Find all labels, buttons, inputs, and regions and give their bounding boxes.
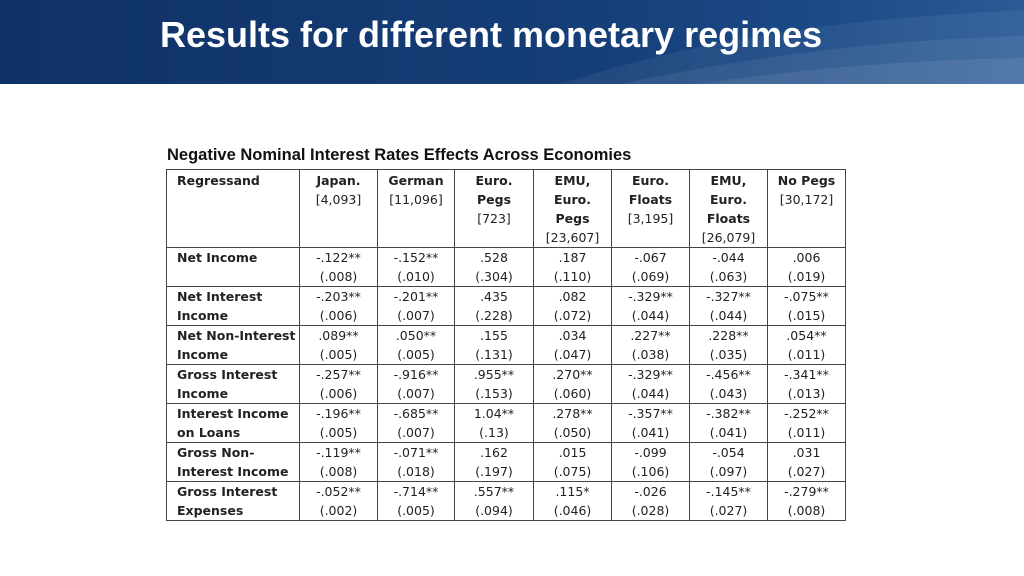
coefficient-value: .435 xyxy=(480,289,508,304)
coefficient-value: -.122** xyxy=(316,250,361,265)
standard-error-value: (.13) xyxy=(479,425,509,440)
coefficient-value: .270** xyxy=(552,367,593,382)
coefficient-value: -.052** xyxy=(316,484,361,499)
standard-error-value: (.047) xyxy=(553,347,592,362)
standard-error-value: (.041) xyxy=(631,425,670,440)
coefficient-value: -.329** xyxy=(628,289,673,304)
column-name-line: EMU, xyxy=(554,173,591,188)
table-row xyxy=(167,482,846,521)
coefficient-value: .228** xyxy=(708,328,749,343)
row-label-line: on Loans xyxy=(177,425,241,440)
standard-error-value: (.011) xyxy=(787,347,826,362)
table-caption: Negative Nominal Interest Rates Effects Across Economies xyxy=(167,146,632,164)
row-label-line: Gross Interest xyxy=(177,367,278,382)
regressand-header: Regressand xyxy=(167,170,300,248)
standard-error-value: (.044) xyxy=(709,308,748,323)
table-cell xyxy=(768,287,846,326)
column-header xyxy=(300,170,378,248)
coefficient-value: .528 xyxy=(480,250,508,265)
table-cell xyxy=(690,326,768,365)
standard-error-value: (.072) xyxy=(553,308,592,323)
coefficient-value: .015 xyxy=(558,445,587,460)
table-cell xyxy=(534,326,612,365)
coefficient-value: -.099 xyxy=(634,445,667,460)
table-cell xyxy=(378,482,455,521)
standard-error-value: (.038) xyxy=(631,347,670,362)
column-header xyxy=(690,170,768,248)
column-header xyxy=(768,170,846,248)
coefficient-value: -.252** xyxy=(784,406,829,421)
table-cell xyxy=(378,248,455,287)
table-cell xyxy=(534,287,612,326)
coefficient-value: -.152** xyxy=(393,250,439,265)
table-cell xyxy=(378,365,455,404)
standard-error-value: (.043) xyxy=(709,386,748,401)
row-label xyxy=(167,443,300,482)
table-cell xyxy=(612,443,690,482)
standard-error-value: (.008) xyxy=(787,503,826,518)
table-row xyxy=(167,326,846,365)
row-label xyxy=(167,326,300,365)
row-label-line: Income xyxy=(177,386,229,401)
coefficient-value: .054** xyxy=(786,328,827,343)
standard-error-value: (.019) xyxy=(787,269,826,284)
column-header xyxy=(534,170,612,248)
standard-error-value: (.106) xyxy=(631,464,670,479)
row-label xyxy=(167,482,300,521)
table-cell xyxy=(690,287,768,326)
coefficient-value: -.382** xyxy=(706,406,751,421)
table-cell xyxy=(612,287,690,326)
coefficient-value: .115* xyxy=(555,484,590,499)
table-header-row xyxy=(167,170,846,248)
column-name-line: Japan. xyxy=(316,173,361,188)
row-label-line: Interest Income xyxy=(177,406,289,421)
standard-error-value: (.035) xyxy=(709,347,748,362)
standard-error-value: (.006) xyxy=(319,386,358,401)
row-label xyxy=(167,248,300,287)
coefficient-value: .155 xyxy=(480,328,508,343)
coefficient-value: 1.04** xyxy=(473,406,515,421)
standard-error-value: (.069) xyxy=(631,269,670,284)
standard-error-value: (.050) xyxy=(553,425,592,440)
standard-error-value: (.228) xyxy=(475,308,513,323)
table-cell xyxy=(768,443,846,482)
table-cell xyxy=(534,248,612,287)
table-cell xyxy=(300,326,378,365)
coefficient-value: -.714** xyxy=(393,484,439,499)
table-cell xyxy=(690,248,768,287)
column-name-line: Floats xyxy=(706,211,751,226)
coefficient-value: -.257** xyxy=(316,367,361,382)
standard-error-value: (.002) xyxy=(319,503,358,518)
coefficient-value: .082 xyxy=(558,289,587,304)
column-name-line: Pegs xyxy=(476,192,512,207)
coefficient-value: -.145** xyxy=(706,484,751,499)
slide-header xyxy=(0,0,1024,84)
standard-error-value: (.005) xyxy=(319,347,358,362)
table-cell xyxy=(768,326,846,365)
table-cell xyxy=(612,482,690,521)
regression-table xyxy=(166,169,846,521)
column-sample-size: [30,172] xyxy=(779,192,834,207)
coefficient-value: -.071** xyxy=(393,445,439,460)
column-header xyxy=(455,170,534,248)
standard-error-value: (.007) xyxy=(397,308,435,323)
column-sample-size: [723] xyxy=(477,211,511,226)
table-cell xyxy=(612,248,690,287)
table-cell xyxy=(534,443,612,482)
table-cell xyxy=(534,404,612,443)
standard-error-value: (.094) xyxy=(475,503,513,518)
row-label xyxy=(167,365,300,404)
table-cell xyxy=(690,443,768,482)
row-label-line: Gross Non- xyxy=(177,445,255,460)
coefficient-value: -.456** xyxy=(706,367,751,382)
standard-error-value: (.010) xyxy=(397,269,435,284)
coefficient-value: -.279** xyxy=(784,484,829,499)
standard-error-value: (.013) xyxy=(787,386,826,401)
standard-error-value: (.046) xyxy=(553,503,592,518)
standard-error-value: (.075) xyxy=(553,464,592,479)
column-sample-size: [11,096] xyxy=(389,192,443,207)
standard-error-value: (.006) xyxy=(319,308,358,323)
table-cell xyxy=(300,365,378,404)
table-body xyxy=(167,248,846,521)
standard-error-value: (.008) xyxy=(319,464,358,479)
column-name-line: Euro. xyxy=(554,192,591,207)
table-cell xyxy=(300,404,378,443)
table-cell xyxy=(378,404,455,443)
table-cell xyxy=(455,248,534,287)
standard-error-value: (.304) xyxy=(475,269,513,284)
row-label-line: Net Income xyxy=(177,250,258,265)
column-name-line: EMU, xyxy=(710,173,747,188)
slide-title: Results for different monetary regimes xyxy=(160,14,823,55)
coefficient-value: -.685** xyxy=(393,406,439,421)
row-label-line: Gross Interest xyxy=(177,484,278,499)
coefficient-value: -.357** xyxy=(628,406,673,421)
column-name-line: Pegs xyxy=(555,211,590,226)
standard-error-value: (.007) xyxy=(397,386,435,401)
column-name-line: No Pegs xyxy=(777,173,836,188)
table-cell xyxy=(612,404,690,443)
standard-error-value: (.044) xyxy=(631,308,670,323)
coefficient-value: -.201** xyxy=(393,289,439,304)
table-cell xyxy=(690,365,768,404)
row-label-line: Income xyxy=(177,347,229,362)
table-cell xyxy=(455,326,534,365)
standard-error-value: (.028) xyxy=(631,503,670,518)
table-cell xyxy=(768,365,846,404)
coefficient-value: -.916** xyxy=(393,367,439,382)
coefficient-value: -.044 xyxy=(712,250,745,265)
coefficient-value: -.329** xyxy=(628,367,673,382)
table-cell xyxy=(690,482,768,521)
standard-error-value: (.005) xyxy=(397,347,435,362)
coefficient-value: -.341** xyxy=(784,367,829,382)
column-sample-size: [26,079] xyxy=(701,230,756,245)
coefficient-value: .050** xyxy=(395,328,437,343)
coefficient-value: -.067 xyxy=(634,250,667,265)
table-row xyxy=(167,365,846,404)
table-cell xyxy=(455,443,534,482)
table-cell xyxy=(455,365,534,404)
standard-error-value: (.027) xyxy=(787,464,826,479)
coefficient-value: -.054 xyxy=(712,445,745,460)
coefficient-value: -.196** xyxy=(316,406,361,421)
table-cell xyxy=(378,326,455,365)
column-sample-size: [4,093] xyxy=(315,192,362,207)
column-name-line: Euro. xyxy=(632,173,669,188)
coefficient-value: .162 xyxy=(480,445,508,460)
standard-error-value: (.153) xyxy=(475,386,513,401)
column-header xyxy=(612,170,690,248)
standard-error-value: (.197) xyxy=(475,464,513,479)
coefficient-value: .187 xyxy=(558,250,587,265)
row-label-line: Net Interest xyxy=(177,289,263,304)
table-cell xyxy=(612,326,690,365)
coefficient-value: .278** xyxy=(552,406,593,421)
standard-error-value: (.060) xyxy=(553,386,592,401)
standard-error-value: (.131) xyxy=(475,347,513,362)
table-cell xyxy=(300,482,378,521)
table-row xyxy=(167,248,846,287)
column-name-line: German xyxy=(388,173,444,188)
table-cell xyxy=(455,287,534,326)
row-label xyxy=(167,287,300,326)
standard-error-value: (.041) xyxy=(709,425,748,440)
standard-error-value: (.018) xyxy=(397,464,435,479)
table-cell xyxy=(300,287,378,326)
table-cell xyxy=(768,248,846,287)
standard-error-value: (.027) xyxy=(709,503,748,518)
coefficient-value: -.203** xyxy=(316,289,361,304)
standard-error-value: (.008) xyxy=(319,269,358,284)
coefficient-value: .955** xyxy=(473,367,515,382)
standard-error-value: (.063) xyxy=(709,269,748,284)
standard-error-value: (.044) xyxy=(631,386,670,401)
standard-error-value: (.015) xyxy=(787,308,826,323)
row-label xyxy=(167,404,300,443)
column-header xyxy=(378,170,455,248)
table-cell xyxy=(534,482,612,521)
standard-error-value: (.005) xyxy=(319,425,358,440)
table-cell xyxy=(378,287,455,326)
row-label-line: Expenses xyxy=(177,503,244,518)
row-label-line: Net Non-Interest xyxy=(177,328,296,343)
table-cell xyxy=(768,404,846,443)
table-cell xyxy=(455,482,534,521)
table-cell xyxy=(455,404,534,443)
column-name-line: Floats xyxy=(628,192,673,207)
standard-error-value: (.110) xyxy=(553,269,592,284)
table-cell xyxy=(690,404,768,443)
table-cell xyxy=(534,365,612,404)
column-sample-size: [23,607] xyxy=(545,230,600,245)
table-row xyxy=(167,287,846,326)
coefficient-value: .089** xyxy=(318,328,359,343)
table-cell xyxy=(300,248,378,287)
coefficient-value: .557** xyxy=(473,484,515,499)
table-cell xyxy=(612,365,690,404)
coefficient-value: .006 xyxy=(792,250,821,265)
standard-error-value: (.011) xyxy=(787,425,826,440)
standard-error-value: (.097) xyxy=(709,464,748,479)
table-row xyxy=(167,443,846,482)
standard-error-value: (.007) xyxy=(397,425,435,440)
coefficient-value: .227** xyxy=(630,328,671,343)
column-name-line: Euro. xyxy=(710,192,747,207)
table-cell xyxy=(768,482,846,521)
standard-error-value: (.005) xyxy=(397,503,435,518)
row-label-line: Interest Income xyxy=(177,464,289,479)
coefficient-value: -.119** xyxy=(316,445,361,460)
row-label-line: Income xyxy=(177,308,229,323)
column-name-line: Euro. xyxy=(475,173,513,188)
table-cell xyxy=(378,443,455,482)
coefficient-value: -.327** xyxy=(706,289,751,304)
coefficient-value: .034 xyxy=(558,328,587,343)
coefficient-value: -.026 xyxy=(634,484,667,499)
coefficient-value: .031 xyxy=(792,445,821,460)
column-sample-size: [3,195] xyxy=(627,211,674,226)
coefficient-value: -.075** xyxy=(784,289,829,304)
table-row xyxy=(167,404,846,443)
table-cell xyxy=(300,443,378,482)
